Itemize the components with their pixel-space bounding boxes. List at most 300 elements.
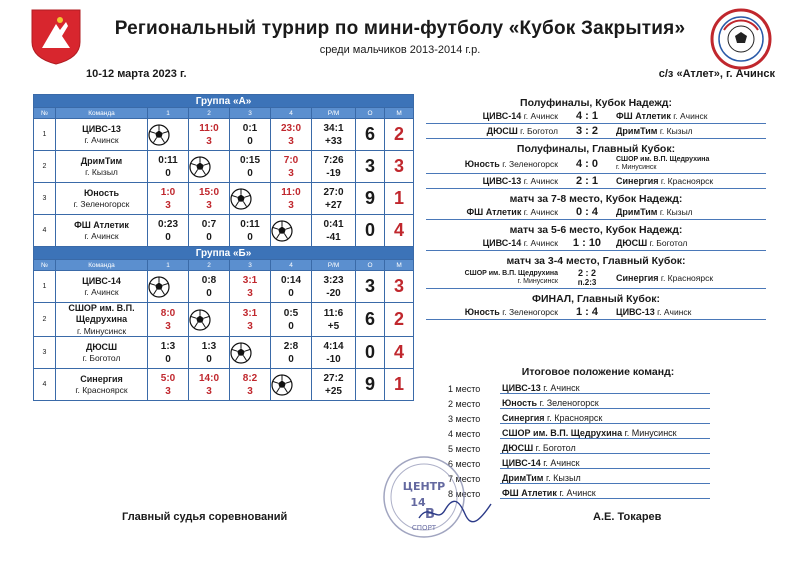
goal-difference: -41: [326, 231, 341, 243]
standings-row: [448, 381, 748, 396]
standings-team: [500, 413, 710, 424]
football-icon: [271, 374, 293, 396]
column-header: Команда: [56, 108, 148, 119]
standings-place: 8 место: [448, 488, 481, 499]
place-cell: 3: [385, 151, 414, 183]
column-header: 3: [230, 260, 271, 271]
match-points: 3: [206, 385, 212, 397]
match-row: [426, 305, 766, 320]
playoff-title: Полуфиналы, Кубок Надежд:: [520, 97, 672, 109]
home-team-city: г. Ачинск: [523, 238, 558, 249]
goal-diff-cell: [312, 369, 356, 401]
column-header-row: [34, 108, 414, 119]
match-score: 0:11: [240, 218, 260, 230]
row-number: 4: [34, 215, 56, 247]
away-team-name: ДЮСШ: [616, 238, 648, 249]
match-points: 0: [165, 231, 171, 243]
city-crest-icon: [30, 8, 82, 66]
goals-ratio: 27:2: [323, 372, 344, 384]
points-cell: 9: [356, 369, 385, 401]
column-header: Р/М: [312, 260, 356, 271]
goals-ratio: 11:6: [323, 307, 344, 319]
away-team: [616, 156, 766, 172]
standings-team-city: г. Кызыл: [545, 473, 581, 483]
away-team-name: ЦИВС-13: [616, 307, 655, 318]
goal-diff-cell: [312, 151, 356, 183]
match-score: [558, 306, 616, 318]
standings-row: [448, 396, 748, 411]
standings-team-city: г. Красноярск: [547, 413, 603, 423]
team-name: Синергия: [80, 373, 123, 384]
match-score: 1:3: [160, 340, 176, 352]
goals-ratio: 3:23: [323, 274, 344, 286]
standings-place: 2 место: [448, 398, 481, 409]
goal-difference: +25: [325, 385, 342, 397]
match-cell: [189, 337, 230, 369]
match-row: [426, 236, 766, 251]
football-icon: [271, 220, 293, 242]
column-header: Р/М: [312, 108, 356, 119]
match-cell: [189, 151, 230, 183]
column-header: О: [356, 260, 385, 271]
playoff-title: Полуфиналы, Главный Кубок:: [516, 143, 676, 155]
playoff-results: [426, 96, 766, 324]
svg-text:СПОРТ: СПОРТ: [411, 524, 437, 532]
match-points: 3: [288, 199, 294, 211]
match-cell: [230, 215, 271, 247]
score-value: 1 : 4: [575, 306, 598, 319]
judge-name: А.Е. Токарев: [593, 511, 662, 523]
match-cell: [271, 369, 312, 401]
match-cell: [189, 183, 230, 215]
match-points: 3: [165, 199, 171, 211]
match-score: 7:0: [283, 154, 299, 166]
page-title: Региональный турнир по мини-футболу «Кубок Закрытия»: [114, 18, 686, 39]
standings-team-city: г. Ачинск: [543, 458, 580, 468]
standings-place: 1 место: [448, 383, 481, 394]
svg-text:ЦЕНТР: ЦЕНТР: [402, 480, 446, 493]
tournament-logo-icon: [710, 8, 772, 70]
match-score: 1:3: [201, 340, 217, 352]
away-team: [616, 111, 766, 121]
standings-place: 4 место: [448, 428, 481, 439]
home-team: [426, 207, 558, 217]
match-cell: [271, 151, 312, 183]
football-icon: [189, 309, 211, 331]
match-row: [426, 155, 766, 174]
goal-diff-cell: [312, 215, 356, 247]
standings-team-name: ДЮСШ: [502, 443, 534, 453]
team-city: г. Боготол: [82, 352, 121, 363]
away-team: [616, 176, 766, 186]
goal-diff-cell: [312, 119, 356, 151]
standings-team-name: СШОР им. В.П. Щедрухина: [502, 428, 623, 438]
away-team: [616, 307, 766, 317]
goal-difference: +5: [327, 320, 340, 332]
home-team-name: ЦИВС-13: [482, 176, 522, 187]
match-points: 3: [288, 135, 294, 147]
match-cell: [148, 151, 189, 183]
column-header: 2: [189, 260, 230, 271]
goal-diff-cell: [312, 271, 356, 303]
away-team-name: ДримТим: [616, 207, 658, 218]
home-team-city: г. Минусинск: [517, 277, 558, 285]
match-score: 8:0: [160, 307, 176, 319]
playoff-title: матч за 5-6 место, Кубок Надежд:: [509, 224, 683, 237]
home-team-city: г. Зеленогорск: [502, 307, 558, 318]
match-score: 0:7: [201, 218, 217, 230]
home-team: [426, 176, 558, 186]
match-cell: [148, 271, 189, 303]
team-name: СШОР им. В.П. Щедрухина: [68, 303, 135, 325]
match-points: 0: [206, 287, 212, 299]
goals-ratio: 4:14: [323, 340, 344, 352]
home-team-name: ЦИВС-14: [482, 111, 522, 121]
group-table: [33, 94, 414, 401]
match-score: 1:0: [160, 186, 176, 198]
match-points: 0: [288, 320, 294, 332]
score-value: 4 : 1: [575, 110, 598, 122]
match-score: 8:2: [242, 372, 258, 384]
standings-row: [448, 456, 748, 471]
home-team-name: Юность: [464, 307, 500, 318]
column-header: 2: [189, 108, 230, 119]
points-cell: 6: [356, 119, 385, 151]
match-points: 0: [288, 353, 294, 365]
match-score: [558, 158, 616, 170]
svg-text:В: В: [425, 507, 435, 522]
column-header: 1: [148, 260, 189, 271]
score-value: 3 : 2: [575, 125, 598, 137]
match-score: 15:0: [198, 186, 219, 198]
playoff-title: матч за 7-8 место, Кубок Надежд:: [509, 193, 683, 206]
home-team: [426, 159, 558, 169]
standings-team: [500, 398, 710, 409]
goals-ratio: 0:41: [323, 218, 344, 230]
match-score: 3:1: [242, 307, 258, 319]
points-cell: 3: [356, 271, 385, 303]
team-name: ЦИВС-13: [82, 123, 121, 134]
home-team-city: г. Ачинск: [523, 207, 558, 218]
home-team-name: ЦИВС-14: [482, 238, 522, 249]
table-row: [34, 151, 414, 183]
match-score: [558, 206, 616, 218]
goal-difference: -10: [326, 353, 341, 365]
playoff-title: ФИНАЛ, Главный Кубок:: [532, 293, 660, 306]
match-score: 14:0: [198, 372, 219, 384]
column-header: М: [385, 260, 414, 271]
standings-team-name: Синергия: [502, 413, 545, 423]
standings-place: 5 место: [448, 443, 481, 454]
standings-team: [500, 458, 710, 469]
goal-difference: +27: [325, 199, 342, 211]
standings-row: [448, 411, 748, 426]
away-team-city: г. Красноярск: [660, 272, 714, 283]
match-cell: [271, 183, 312, 215]
match-score: 0:8: [201, 274, 217, 286]
home-team-city: г. Зеленогорск: [502, 159, 558, 170]
match-cell: [148, 303, 189, 337]
match-cell: [230, 369, 271, 401]
match-cell: [230, 337, 271, 369]
playoff-section: [426, 143, 766, 189]
event-date: 10-12 марта 2023 г.: [86, 68, 187, 80]
home-team-city: г. Ачинск: [523, 176, 558, 187]
match-cell: [271, 303, 312, 337]
home-team: [426, 238, 558, 248]
table-row: [34, 119, 414, 151]
away-team: [616, 207, 766, 217]
match-score: 5:0: [160, 372, 176, 384]
home-team: [426, 126, 558, 136]
playoff-section: [426, 193, 766, 220]
home-team-city: г. Боготол: [520, 126, 558, 136]
table-row: [34, 271, 414, 303]
place-cell: 3: [385, 271, 414, 303]
standings-team-city: г. Ачинск: [543, 383, 580, 393]
team-cell: [56, 183, 148, 215]
football-icon: [230, 188, 252, 210]
match-points: 0: [247, 231, 253, 243]
penalty-score: п.2:3: [577, 278, 597, 288]
group-title: Группа «Б»: [34, 247, 414, 260]
match-points: 3: [288, 167, 294, 179]
match-cell: [230, 119, 271, 151]
away-team-name: Синергия: [616, 272, 659, 283]
points-cell: 9: [356, 183, 385, 215]
match-row: [426, 174, 766, 189]
away-team-city: г. Кызыл: [659, 207, 693, 218]
svg-text:14: 14: [410, 496, 426, 509]
match-points: 0: [288, 287, 294, 299]
points-cell: 0: [356, 215, 385, 247]
match-row: [426, 124, 766, 139]
match-points: 0: [206, 231, 212, 243]
match-row: [426, 205, 766, 220]
match-cell: [189, 369, 230, 401]
match-score: 11:0: [199, 122, 219, 134]
match-points: 0: [247, 135, 253, 147]
match-points: 0: [206, 353, 212, 365]
place-cell: 4: [385, 337, 414, 369]
column-header: 3: [230, 108, 271, 119]
column-header: 4: [271, 260, 312, 271]
playoff-section: [426, 293, 766, 320]
points-cell: 6: [356, 303, 385, 337]
standings-title: Итоговое положение команд:: [521, 366, 675, 378]
match-score: 3:1: [242, 274, 258, 286]
place-cell: 4: [385, 215, 414, 247]
match-score: 0:5: [283, 307, 299, 319]
away-team: [616, 126, 766, 136]
match-cell: [189, 119, 230, 151]
match-score: 11:0: [281, 186, 301, 198]
football-icon: [189, 156, 211, 178]
place-cell: 2: [385, 119, 414, 151]
goal-diff-cell: [312, 183, 356, 215]
match-score: [558, 175, 616, 187]
match-score: [558, 237, 616, 249]
table-row: [34, 337, 414, 369]
football-icon: [148, 124, 170, 146]
standings-team-city: г. Боготол: [535, 443, 576, 453]
team-city: г. Ачинск: [84, 286, 119, 297]
home-team-name: СШОР им. В.П. Щедрухина: [464, 269, 558, 277]
match-row: [426, 267, 766, 289]
match-points: 0: [165, 167, 171, 179]
match-score: 0:15: [239, 154, 260, 166]
column-header: О: [356, 108, 385, 119]
match-cell: [230, 303, 271, 337]
team-cell: [56, 369, 148, 401]
team-name: Юность: [83, 187, 120, 198]
match-score: 0:14: [280, 274, 301, 286]
row-number: 1: [34, 119, 56, 151]
playoff-title: матч за 3-4 место, Главный Кубок:: [506, 255, 686, 268]
home-team-name: Юность: [464, 159, 500, 170]
match-cell: [189, 215, 230, 247]
team-city: г. Ачинск: [84, 230, 119, 241]
away-team-name: ДримТим: [616, 126, 658, 136]
team-city: г. Минусинск: [76, 325, 127, 336]
football-icon: [148, 276, 170, 298]
match-cell: [230, 271, 271, 303]
match-cell: [189, 303, 230, 337]
goal-diff-cell: [312, 303, 356, 337]
match-score: 0:23: [157, 218, 178, 230]
match-row: [426, 109, 766, 124]
standings-place: 7 место: [448, 473, 481, 484]
judge-label: Главный судья соревнований: [122, 511, 288, 523]
away-team: [616, 273, 766, 283]
match-score: 2:8: [283, 340, 299, 352]
goal-difference: -19: [326, 167, 341, 179]
column-header: 4: [271, 108, 312, 119]
final-standings: [448, 366, 748, 501]
away-team-city: г. Красноярск: [660, 176, 714, 187]
match-cell: [230, 151, 271, 183]
match-points: 0: [247, 167, 253, 179]
event-venue: с/з «Атлет», г. Ачинск: [658, 68, 775, 80]
match-points: 3: [247, 385, 253, 397]
row-number: 2: [34, 151, 56, 183]
match-cell: [189, 271, 230, 303]
standings-team-name: Юность: [502, 398, 538, 408]
place-cell: 2: [385, 303, 414, 337]
standings-team-name: ФШ Атлетик: [502, 488, 557, 498]
row-number: 2: [34, 303, 56, 337]
standings-place: 3 место: [448, 413, 481, 424]
match-points: 0: [165, 353, 171, 365]
row-number: 3: [34, 183, 56, 215]
score-value: 2 : 1: [575, 175, 598, 188]
match-cell: [271, 337, 312, 369]
standings-team-name: ДримТим: [502, 473, 544, 483]
goals-ratio: 27:0: [323, 186, 344, 198]
team-cell: [56, 271, 148, 303]
goal-difference: +33: [325, 135, 342, 147]
match-score: 0:1: [242, 122, 258, 134]
team-cell: [56, 303, 148, 337]
team-name: ДримТим: [80, 155, 123, 166]
match-points: 3: [165, 320, 171, 332]
standings-team: [500, 473, 710, 484]
team-cell: [56, 215, 148, 247]
match-points: 3: [247, 287, 253, 299]
match-cell: [148, 215, 189, 247]
standings-team: [500, 428, 710, 439]
away-team: [616, 238, 766, 248]
signature-icon: [415, 494, 495, 530]
away-team-name: СШОР им. В.П. Щедрухина: [616, 156, 710, 163]
column-header: Команда: [56, 260, 148, 271]
standings-team: [500, 443, 710, 454]
column-header: №: [34, 260, 56, 271]
home-team-name: ДЮСШ: [486, 126, 518, 136]
team-name: ЦИВС-14: [82, 275, 121, 286]
home-team-name: ФШ Атлетик: [466, 207, 522, 218]
match-cell: [148, 183, 189, 215]
score-value: 1 : 10: [572, 237, 602, 250]
standings-row: [448, 426, 748, 441]
points-cell: 3: [356, 151, 385, 183]
standings-row: [448, 471, 748, 486]
goal-difference: -20: [326, 287, 341, 299]
match-score: 0:11: [158, 154, 178, 166]
goals-ratio: 34:1: [323, 122, 344, 134]
home-team-city: г. Ачинск: [523, 111, 558, 121]
group-title: Группа «А»: [34, 95, 414, 108]
standings-row: [448, 441, 748, 456]
place-cell: 1: [385, 183, 414, 215]
match-cell: [148, 337, 189, 369]
page-subtitle: среди мальчиков 2013-2014 г.р.: [319, 44, 481, 56]
column-header: №: [34, 108, 56, 119]
group-header-row: [34, 95, 414, 108]
column-header: М: [385, 108, 414, 119]
row-number: 1: [34, 271, 56, 303]
standings-team-name: ЦИВС-13: [502, 383, 541, 393]
match-cell: [271, 215, 312, 247]
match-points: 3: [165, 385, 171, 397]
table-row: [34, 215, 414, 247]
match-points: 3: [206, 135, 212, 147]
home-team: [426, 307, 558, 317]
match-points: 3: [247, 320, 253, 332]
team-city: г. Красноярск: [75, 384, 128, 395]
standings-team: [500, 383, 710, 394]
playoff-section: [426, 97, 766, 139]
away-team-city: г. Ачинск: [657, 307, 692, 318]
standings-place: 6 место: [448, 458, 481, 469]
team-city: г. Зеленогорск: [73, 198, 130, 209]
match-cell: [148, 369, 189, 401]
column-header-row: [34, 260, 414, 271]
match-cell: [230, 183, 271, 215]
standings-team: [500, 488, 710, 499]
team-city: г. Ачинск: [84, 134, 119, 145]
playoff-section: [426, 224, 766, 251]
match-score: 23:0: [280, 122, 301, 134]
home-team: [426, 270, 558, 286]
away-team-name: ФШ Атлетик: [616, 111, 671, 121]
match-cell: [271, 271, 312, 303]
home-team: [426, 111, 558, 121]
team-cell: [56, 119, 148, 151]
standings-team-name: ЦИВС-14: [502, 458, 541, 468]
standings-team-city: г. Минусинск: [624, 428, 677, 438]
points-cell: 0: [356, 337, 385, 369]
